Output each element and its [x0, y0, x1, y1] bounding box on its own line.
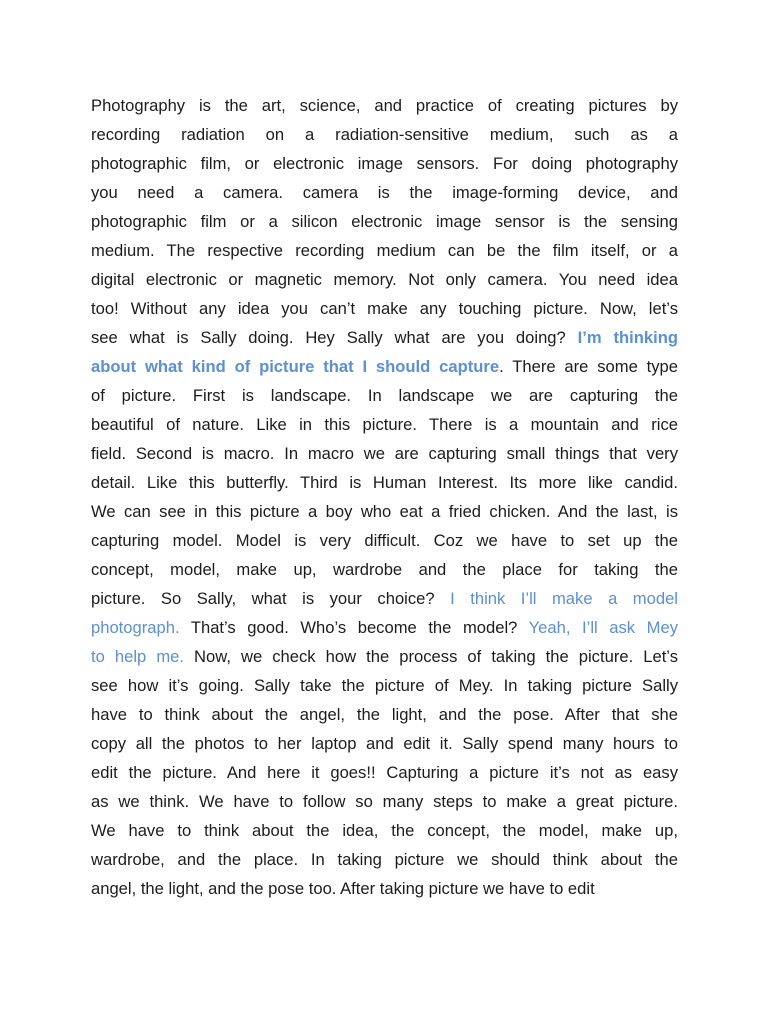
- text-line: [91, 700, 678, 729]
- highlighted-dialogue: I think I’ll make a model: [450, 589, 678, 608]
- text-run: edit the picture. And here it goes!! Capturing a picture it’s not as easy: [91, 763, 678, 782]
- highlighted-dialogue: to help me.: [91, 647, 184, 666]
- text-line: [91, 584, 678, 613]
- highlighted-dialogue: about what kind of picture that I should capture: [91, 357, 500, 376]
- highlighted-dialogue: Yeah, I’ll ask Mey: [528, 618, 678, 637]
- text-line: [91, 526, 678, 555]
- text-run: detail. Like this butterfly. Third is Human Interest. Its more like candid.: [91, 473, 678, 492]
- highlighted-dialogue: I’m thinking: [577, 328, 678, 347]
- text-line: [91, 410, 678, 439]
- text-run: angel, the light, and the pose too. After taking picture we have to edit: [91, 879, 595, 898]
- text-line: [91, 439, 678, 468]
- text-run: concept, model, make up, wardrobe and the place for taking the: [91, 560, 678, 579]
- text-run: see what is Sally doing. Hey Sally what are you doing?: [91, 328, 578, 347]
- text-line: [91, 555, 678, 584]
- text-line: [91, 874, 678, 903]
- highlighted-dialogue: photograph.: [91, 618, 180, 637]
- text-line: [91, 149, 678, 178]
- text-run: We can see in this picture a boy who eat a fried chicken. And the last, is: [91, 502, 678, 521]
- text-run: you need a camera. camera is the image-forming device, and: [91, 183, 678, 202]
- text-line: [91, 468, 678, 497]
- text-run: digital electronic or magnetic memory. Not only camera. You need idea: [91, 270, 678, 289]
- text-line: [91, 816, 678, 845]
- text-run: field. Second is macro. In macro we are capturing small things that very: [91, 444, 678, 463]
- text-run: Photography is the art, science, and practice of creating pictures by: [91, 96, 678, 115]
- text-line: [91, 845, 678, 874]
- text-line: [91, 352, 678, 381]
- text-line: [91, 91, 678, 120]
- text-run: capturing model. Model is very difficult. Coz we have to set up the: [91, 531, 678, 550]
- text-line: [91, 758, 678, 787]
- body-text: [91, 91, 678, 903]
- text-run: too! Without any idea you can’t make any touching picture. Now, let’s: [91, 299, 678, 318]
- text-line: [91, 671, 678, 700]
- text-line: [91, 207, 678, 236]
- text-line: [91, 236, 678, 265]
- text-line: [91, 323, 678, 352]
- text-run: Now, we check how the process of taking the picture. Let’s: [183, 647, 678, 666]
- text-run: photographic film, or electronic image sensors. For doing photography: [91, 154, 678, 173]
- text-run: copy all the photos to her laptop and edit it. Sally spend many hours to: [91, 734, 678, 753]
- text-line: [91, 265, 678, 294]
- text-run: of picture. First is landscape. In landscape we are capturing the: [91, 386, 678, 405]
- text-line: [91, 787, 678, 816]
- text-run: medium. The respective recording medium can be the film itself, or a: [91, 241, 678, 260]
- text-run: wardrobe, and the place. In taking picture we should think about the: [91, 850, 678, 869]
- text-run: photographic film or a silicon electronic image sensor is the sensing: [91, 212, 678, 231]
- text-run: have to think about the angel, the light, and the pose. After that she: [91, 705, 678, 724]
- text-run: picture. So Sally, what is your choice?: [91, 589, 451, 608]
- text-run: as we think. We have to follow so many steps to make a great picture.: [91, 792, 678, 811]
- text-line: [91, 613, 678, 642]
- text-run: see how it’s going. Sally take the picture of Mey. In taking picture Sally: [91, 676, 678, 695]
- text-line: [91, 120, 678, 149]
- text-run: . There are some type: [499, 357, 678, 376]
- text-line: [91, 642, 678, 671]
- text-run: That’s good. Who’s become the model?: [179, 618, 529, 637]
- text-run: recording radiation on a radiation-sensitive medium, such as a: [91, 125, 678, 144]
- text-run: beautiful of nature. Like in this picture. There is a mountain and rice: [91, 415, 678, 434]
- text-run: We have to think about the idea, the concept, the model, make up,: [91, 821, 678, 840]
- text-line: [91, 497, 678, 526]
- text-line: [91, 729, 678, 758]
- text-line: [91, 294, 678, 323]
- text-line: [91, 381, 678, 410]
- text-line: [91, 178, 678, 207]
